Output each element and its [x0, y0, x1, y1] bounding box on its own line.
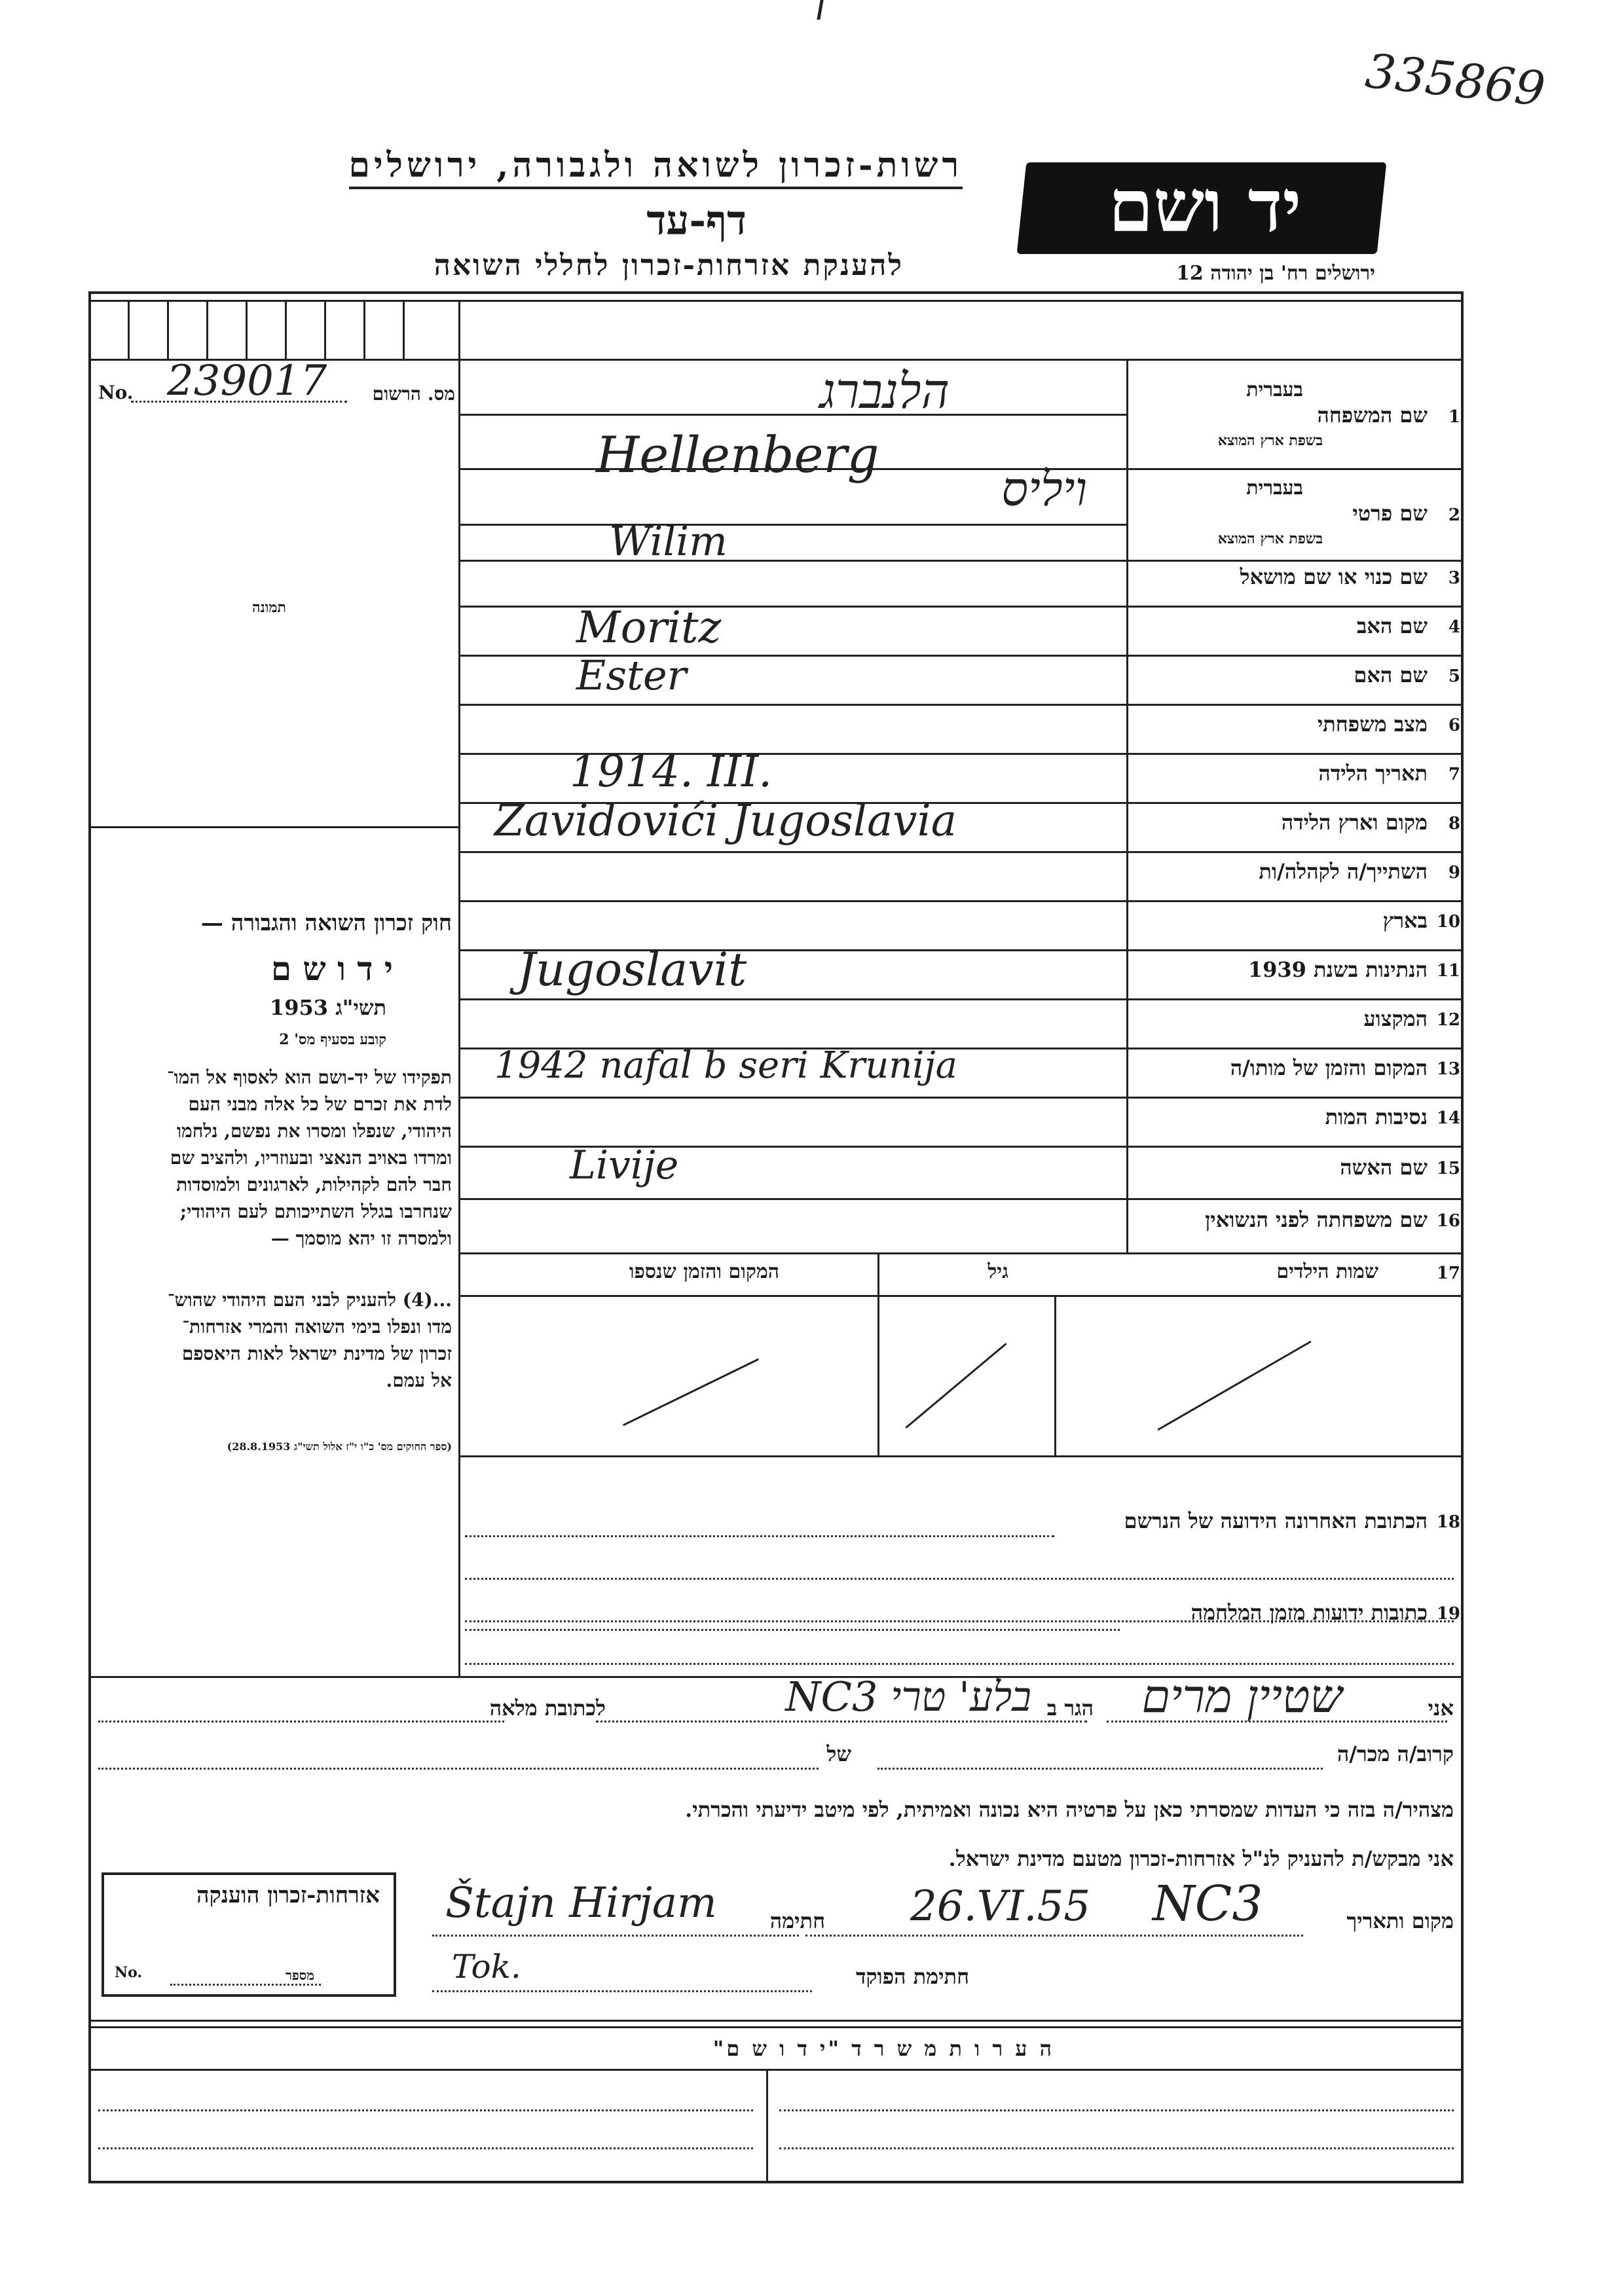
law-line: ומרדו באויב הנאצי ובעוזריו, ולהציב שם: [170, 1147, 452, 1169]
signature-label: חתימה: [769, 1908, 825, 1933]
value-citizenship-1939: Jugoslavit: [517, 943, 747, 996]
field-number: 9: [1448, 863, 1460, 883]
value-birth-date: 1914. III.: [570, 746, 773, 797]
field-number: 19: [1436, 1604, 1460, 1624]
declarant-name: שטיין מרים: [1141, 1669, 1342, 1723]
field-number: 1: [1448, 407, 1460, 427]
law-clause: קובע בסעיף מס' 2: [279, 1031, 386, 1048]
left-column-divider: [458, 301, 460, 1676]
field-label-mother-name: שם האם: [1354, 663, 1428, 687]
field-number: 2: [1448, 505, 1460, 525]
field-sub-hebrew: בעברית: [1246, 477, 1303, 500]
law-line: ולמסרה זו יהא מוסמך —: [270, 1228, 452, 1249]
declaration-of: של: [826, 1741, 851, 1766]
law-title: חוק זכרון השואה והגבורה —: [200, 910, 452, 936]
registration-number-value: 239017: [167, 357, 327, 405]
field-number: 14: [1436, 1108, 1460, 1128]
law-line: היהודי, שנפלו ומסרו את נפשם, נלחמו: [176, 1120, 452, 1142]
logo-address: ירושלים רח' בן יהודה 12: [1176, 262, 1375, 285]
declaration-statement: מצהיר/ה בזה כי העדות שמסרתי כאן על פרטיה היא נכונה ואמיתית, לפי מיטב ידיעתי והכרתי.: [685, 1797, 1454, 1822]
declaration-relative: קרוב/ה מכר/ה: [1337, 1741, 1454, 1766]
declarant-signature: Štajn Hirjam: [445, 1879, 717, 1927]
field-number: 10: [1436, 912, 1460, 932]
registration-number-heb-label: מס. הרשום: [372, 383, 455, 405]
field-label-family-name: שם המשפחה: [1317, 403, 1428, 428]
archive-stamp-number: 335869: [1363, 43, 1548, 117]
citizenship-box-title: אזרחות-זכרון הוענקה: [196, 1882, 380, 1908]
field-label-last-address: הכתובת האחרונה הידועה של הנרשם: [1124, 1508, 1428, 1533]
law-paragraph-1: [72, 1064, 452, 1252]
field-label-alias: שם כנוי או שם מושאל: [1240, 564, 1428, 589]
declaration-date: 26.VI.55: [910, 1882, 1091, 1931]
field-number: 13: [1436, 1059, 1460, 1079]
field-label-birth-date: תאריך הלידה: [1318, 761, 1428, 786]
field-sub-origin: בשפת ארץ המוצא: [1217, 432, 1323, 449]
value-family-name-hebrew: הלנברג: [819, 363, 950, 420]
value-death-place-time: 1942 nafal b seri Krunija: [494, 1044, 957, 1087]
declaration-ani: אני: [1428, 1696, 1454, 1721]
field-label-father-name: שם האב: [1356, 613, 1428, 638]
law-paragraph-2: [72, 1286, 452, 1394]
declaration-resides: הגר ב: [1046, 1696, 1094, 1721]
form-subtitle: להענקת אזרחות-זכרון לחללי השואה: [434, 249, 904, 282]
photo-label: תמונה: [252, 599, 286, 616]
declaration-full-address: לכתובת מלאה: [489, 1696, 606, 1721]
field-number: 16: [1436, 1211, 1460, 1231]
value-first-name-latin: Wilim: [609, 517, 728, 565]
field-sub-origin: בשפת ארץ המוצא: [1217, 530, 1323, 547]
office-notes-title: ה ע ר ו ת מ ש ר ד "י ד ו ש ם": [712, 2036, 1054, 2061]
declaration-place: NC3: [1153, 1876, 1263, 1932]
officer-signature: Tok.: [452, 1948, 521, 1986]
law-line: חבר להם לקהילות, לארגונים ולמוסדות: [176, 1174, 452, 1195]
form-title: דף-עד: [646, 196, 747, 244]
field-number: 18: [1436, 1512, 1460, 1532]
field-number: 15: [1436, 1159, 1460, 1178]
value-father-name: Moritz: [576, 602, 722, 653]
value-birth-place: Zavidovići Jugoslavia: [494, 795, 957, 846]
value-mother-name: Ester: [576, 651, 687, 699]
law-footnote: (ספר החוקים מס' כ"ו י"ז אלול תשי"ג 28.8.1953): [227, 1440, 452, 1453]
law-line: זכרון של מדינת ישראל לאות היאספם: [181, 1343, 452, 1364]
law-line: מדו ונפלו בימי השואה והמרי אזרחות־: [182, 1316, 452, 1338]
field-label-profession: המקצוע: [1363, 1006, 1428, 1031]
law-line: שנחרבו בגלל השתייכותם לעם היהודי;: [179, 1201, 452, 1222]
field-label-community: השתייך/ה לקהלה/ות: [1259, 859, 1428, 884]
law-line: תפקידו של יד-ושם הוא לאסוף אל המו־: [166, 1066, 452, 1088]
authority-title: רשות-זכרון לשואה ולגבורה, ירושלים: [349, 145, 963, 189]
field-number: 3: [1448, 568, 1460, 588]
field-number: 4: [1448, 617, 1460, 637]
law-line: ...(4) להעניק לבני העם היהודי שהוש־: [167, 1289, 452, 1311]
law-line: אל עמם.: [386, 1370, 452, 1391]
field-label-marital-status: מצב משפחתי: [1317, 712, 1428, 737]
top-mark: [817, 0, 832, 20]
field-number: 12: [1436, 1010, 1460, 1030]
declarant-address: NC3 בלע' טרי: [785, 1673, 1031, 1721]
children-col-names: שמות הילדים: [1276, 1260, 1378, 1283]
registration-number-label: No.: [98, 382, 134, 403]
field-number: 8: [1448, 814, 1460, 833]
declaration-place-date: מקום ותאריך: [1346, 1908, 1454, 1933]
law-name: י ד ו ש ם: [270, 949, 393, 988]
law-year: תשי"ג 1953: [270, 995, 386, 1020]
field-number: 17: [1436, 1264, 1460, 1283]
children-col-age: גיל: [987, 1260, 1008, 1283]
field-number: 7: [1448, 765, 1460, 784]
declaration-request: אני מבקש/ת להעניק לנ"ל אזרחות-זכרון מטעם מדינת ישראל.: [948, 1846, 1454, 1871]
field-label-first-name: שם פרטי: [1352, 501, 1428, 526]
children-col-place: המקום והזמן שנספו: [629, 1260, 779, 1283]
field-label-birth-place: מקום וארץ הלידה: [1281, 810, 1428, 835]
value-first-name-hebrew: ויליס: [1001, 462, 1087, 517]
logo-text: יד ושם: [1108, 164, 1302, 248]
field-number: 5: [1448, 666, 1460, 686]
field-label-death-place-time: המקום והזמן של מותו/ה: [1230, 1055, 1428, 1080]
label-column-divider: [1126, 359, 1128, 1252]
field-label-wife-maiden-name: שם משפחתה לפני הנשואין: [1205, 1207, 1428, 1232]
value-family-name-latin: Hellenberg: [596, 426, 879, 484]
citizenship-box-number-label: מספר: [286, 1967, 314, 1983]
field-label-country: בארץ: [1382, 908, 1428, 933]
field-label-death-circumstances: נסיבות המות: [1325, 1104, 1428, 1129]
field-label-wife-name: שם האשה: [1340, 1155, 1428, 1180]
officer-signature-label: חתימת הפוקד: [856, 1964, 969, 1989]
law-line: לדת את זכרם של כל אלה מבני העם: [188, 1093, 452, 1115]
field-number: 6: [1448, 716, 1460, 735]
citizenship-box-no: No.: [115, 1964, 143, 1981]
value-wife-name: Livije: [570, 1142, 679, 1188]
field-number: 11: [1436, 961, 1460, 981]
field-label-wartime-addresses: כתובות ידועות מזמן המלחמה: [1190, 1600, 1428, 1625]
field-sub-hebrew: בעברית: [1246, 378, 1303, 401]
field-label-citizenship-1939: הנתינות בשנת 1939: [1247, 957, 1428, 982]
